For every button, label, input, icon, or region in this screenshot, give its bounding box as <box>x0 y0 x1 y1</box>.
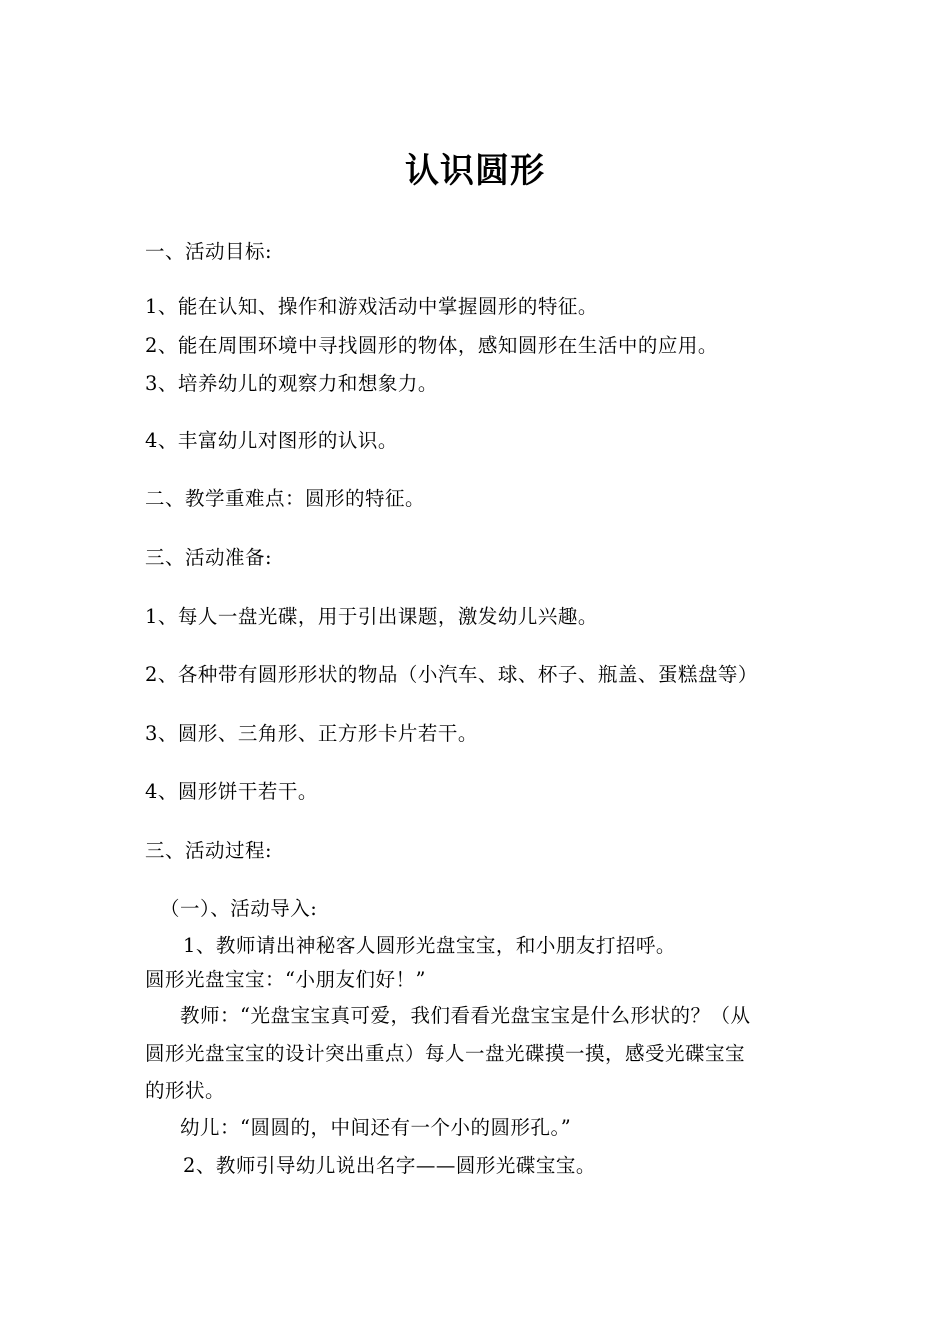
dialogue-children: 幼儿：“圆圆的，中间还有一个小的圆形孔。” <box>180 1116 572 1139</box>
process-step-2: 2、教师引导幼儿说出名字——圆形光碟宝宝。 <box>183 1154 596 1177</box>
goal-item-3: 3、培养幼儿的观察力和想象力。 <box>145 372 438 395</box>
goal-item-2: 2、能在周围环境中寻找圆形的物体，感知圆形在生活中的应用。 <box>145 334 718 357</box>
dialogue-teacher-continued: 圆形光盘宝宝的设计突出重点）每人一盘光碟摸一摸，感受光碟宝宝 <box>145 1042 746 1065</box>
section-heading-preparation: 三、活动准备: <box>145 546 273 569</box>
dialogue-teacher: 教师：“光盘宝宝真可爱，我们看看光盘宝宝是什么形状的？（从 <box>180 1004 751 1027</box>
section-heading-goals: 一、活动目标: <box>145 240 273 263</box>
preparation-item-3: 3、圆形、三角形、正方形卡片若干。 <box>145 722 478 745</box>
goal-item-1: 1、能在认知、操作和游戏活动中掌握圆形的特征。 <box>145 295 598 318</box>
dialogue-disc-baby: 圆形光盘宝宝：“小朋友们好！” <box>145 968 426 991</box>
dialogue-teacher-end: 的形状。 <box>145 1079 226 1102</box>
section-heading-process: 三、活动过程: <box>145 839 273 862</box>
document-title: 认识圆形 <box>405 151 545 191</box>
preparation-item-2: 2、各种带有圆形形状的物品（小汽车、球、杯子、瓶盖、蛋糕盘等） <box>145 663 758 686</box>
process-subheading-intro: （一）、活动导入: <box>160 897 318 920</box>
section-heading-key-points: 二、教学重难点：圆形的特征。 <box>145 487 426 510</box>
preparation-item-4: 4、圆形饼干若干。 <box>145 780 318 803</box>
preparation-item-1: 1、每人一盘光碟，用于引出课题，激发幼儿兴趣。 <box>145 605 598 628</box>
goal-item-4: 4、丰富幼儿对图形的认识。 <box>145 429 398 452</box>
process-step-1: 1、教师请出神秘客人圆形光盘宝宝，和小朋友打招呼。 <box>183 934 676 957</box>
